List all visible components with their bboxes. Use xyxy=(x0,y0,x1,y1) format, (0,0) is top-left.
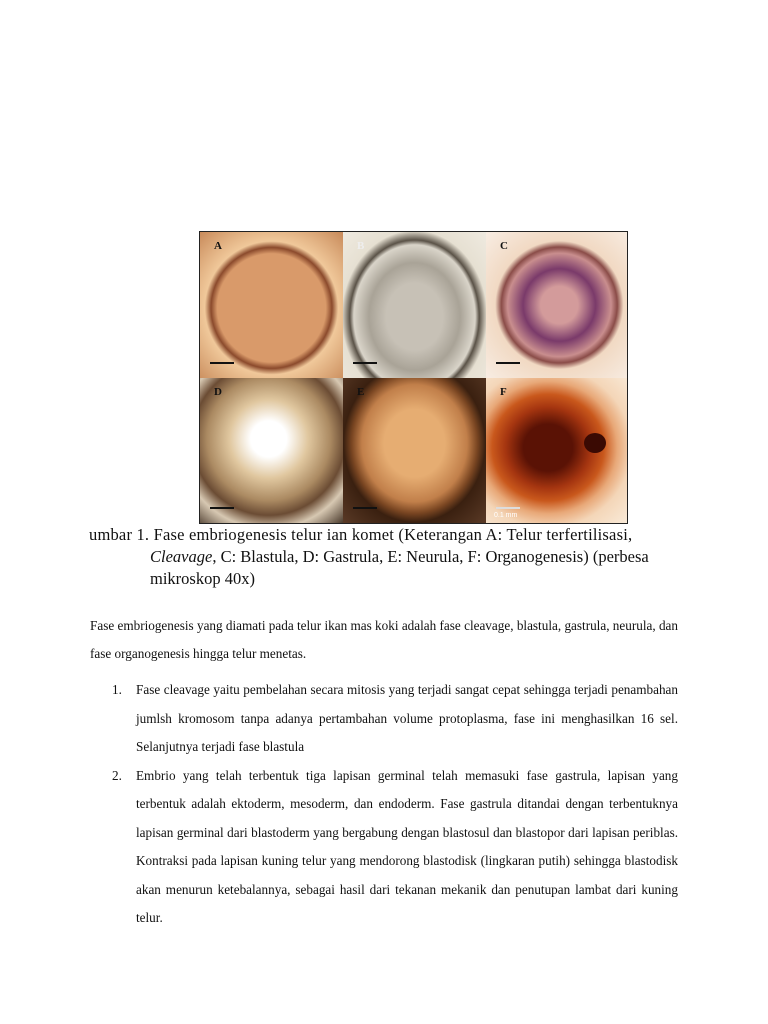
caption-line xyxy=(89,546,681,568)
embryo-figure xyxy=(199,231,628,524)
scale-bar xyxy=(210,362,234,364)
list-number: 1. xyxy=(112,682,122,697)
panel-b-cleavage xyxy=(343,232,486,378)
panel-label: F xyxy=(500,386,507,398)
panel-d-gastrula xyxy=(200,378,343,523)
panel-f-organogenesis xyxy=(486,378,627,523)
panel-c-blastula xyxy=(486,232,627,378)
list-item xyxy=(90,676,678,762)
scale-bar xyxy=(353,507,377,509)
panel-a-fertilized-egg xyxy=(200,232,343,378)
list-item xyxy=(90,762,678,933)
figure-caption xyxy=(89,524,681,590)
panel-e-neurula xyxy=(343,378,486,523)
scale-bar xyxy=(496,507,520,509)
body-paragraph: Fase embriogenesis yang diamati pada telur ikan mas koki adalah fase cleavage, blastula, gastrula, neurula, dan fase organogenesis hingga telur menetas. xyxy=(90,618,678,661)
caption-text: , C: Blastula, D: Gastrula, E: Neurula, F: Organogenesis) (perbesa xyxy=(212,547,649,566)
panel-label: D xyxy=(214,386,222,398)
scale-bar xyxy=(496,362,520,364)
panel-label: E xyxy=(357,386,365,398)
list-text: Embrio yang telah terbentuk tiga lapisan germinal telah memasuki fase gastrula, lapisan yang terbentuk adalah ektoderm, mesoderm, dan endoderm. Fase gastrula ditandai dengan terbentuknya lapisan germinal dari blastoderm yang bergabung dengan blastosul dan blastopor dari lapisan periblas. Kontraksi pada lapisan kuning telur yang mendorong blastodisk (lingkaran putih) sehingga blastodisk akan menurun ketebalannya, sebagai hasil dari tekanan mekanik dan penutupan lambat dari kuning telur. xyxy=(136,767,678,925)
caption-italic: Cleavage xyxy=(150,547,213,566)
scale-bar xyxy=(210,507,234,509)
numbered-list xyxy=(90,676,678,933)
scale-label: 0.1 mm xyxy=(494,512,518,519)
panel-label: A xyxy=(214,240,222,252)
scale-bar xyxy=(353,362,377,364)
caption-line: mikroskop 40x) xyxy=(150,569,255,588)
caption-line: umbar 1. Fase embriogenesis telur ian komet (Keterangan A: Telur terfertilisasi, xyxy=(89,525,633,544)
list-text: Fase cleavage yaitu pembelahan secara mitosis yang terjadi sangat cepat sehingga terjadi penambahan jumlsh kromosom tanpa adanya pertambahan volume protoplasma, fase ini menghasilkan 16 sel. Selanjutnya terjadi fase blastula xyxy=(136,682,678,754)
list-number: 2. xyxy=(112,767,122,783)
panel-label: B xyxy=(357,240,365,252)
panel-label: C xyxy=(500,240,508,252)
embryo-eye xyxy=(584,433,606,453)
